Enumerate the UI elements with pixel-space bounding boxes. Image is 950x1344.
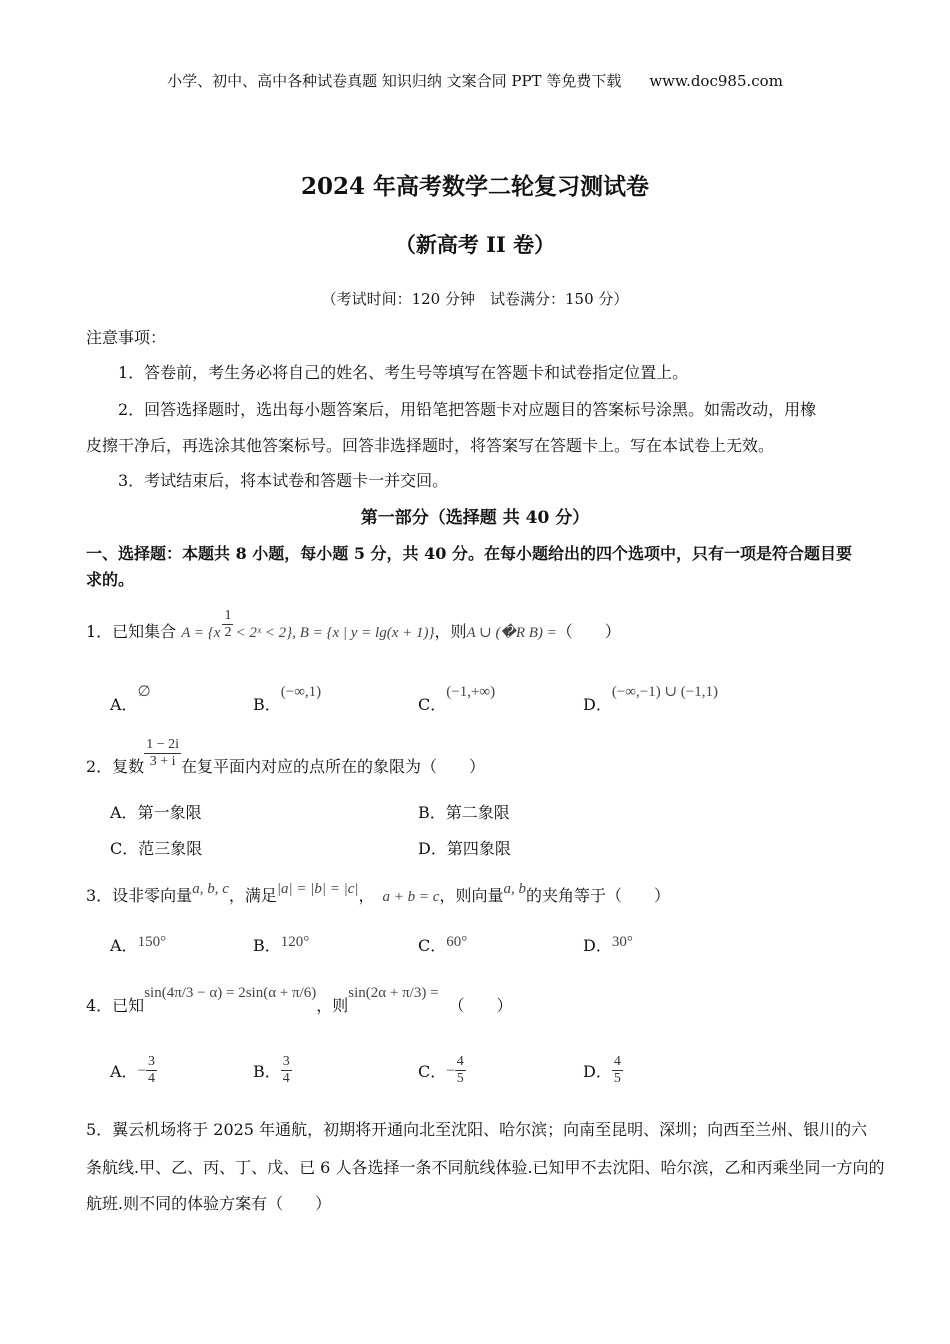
q2-option-d-value: 第四象限 — [446, 839, 511, 858]
q3-option-b-label: B． — [253, 936, 281, 955]
q1-option-c-value: (−1,+∞) — [446, 684, 496, 700]
q3-option-d-label: D． — [583, 936, 612, 955]
q4-option-b-num: 3 — [282, 1054, 290, 1069]
q3-option-a[interactable] — [110, 928, 167, 955]
q1-option-d-value: (−∞,−1) ∪ (−1,1) — [611, 684, 718, 700]
q2-option-c-label: C． — [110, 839, 139, 858]
q3-mid2: ，则向量 — [439, 886, 504, 905]
q1-expr: A ∪ (�R B) = — [466, 625, 557, 641]
q1-half-num: 1 — [224, 608, 232, 623]
q3-prefix: 3．设非零向量 — [86, 886, 193, 905]
q3-cond2: a + b = c — [382, 889, 440, 905]
q4-option-d[interactable] — [583, 1054, 623, 1087]
q4-option-a[interactable] — [110, 1054, 157, 1087]
q2-option-b[interactable] — [418, 800, 510, 823]
q3-option-b-value: 120° — [280, 934, 310, 950]
q2-option-a[interactable] — [110, 800, 202, 823]
q1-option-a-value: ∅ — [137, 684, 151, 700]
q4-option-c-den: 5 — [456, 1071, 464, 1086]
site-header — [0, 70, 950, 91]
q2-option-b-value: 第二象限 — [445, 803, 510, 822]
q1-option-b-value: (−∞,1) — [280, 684, 322, 700]
q1-option-d[interactable] — [583, 678, 718, 714]
q4-option-a-den: 4 — [148, 1071, 156, 1086]
q4-option-d-den: 5 — [613, 1071, 621, 1086]
q4-option-c-frac — [455, 1054, 466, 1087]
note-2-line1: 2．回答选择题时，选出每小题答案后，用铅笔把答题卡对应题目的答案标号涂黑。如需改动，用橡 — [118, 400, 817, 419]
q4-option-a-label: A． — [110, 1062, 138, 1081]
q2-suffix: 在复平面内对应的点所在的象限为（ ） — [180, 757, 485, 776]
question-1 — [86, 600, 621, 641]
q4-option-d-num: 4 — [613, 1054, 621, 1069]
q2-prefix: 2．复数 — [86, 757, 145, 776]
q2-option-b-label: B． — [418, 803, 446, 822]
q3-option-d[interactable] — [583, 928, 633, 955]
q2-option-a-label: A． — [110, 803, 138, 822]
header-promo: 小学、初中、高中各种试卷真题 知识归纳 文案合同 PPT 等免费下载 — [167, 72, 622, 90]
q4-option-c[interactable] — [418, 1054, 466, 1087]
exam-info: （考试时间：120 分钟 试卷满分：150 分） — [321, 290, 629, 308]
q2-option-c[interactable] — [110, 836, 202, 859]
notes-heading: 注意事项： — [86, 328, 167, 347]
q4-option-a-sign: − — [137, 1063, 147, 1079]
q1-paren: （ ） — [556, 622, 621, 641]
q3-option-d-value: 30° — [611, 934, 633, 950]
question-5-line3: 航班.则不同的体验方案有（ ） — [86, 1194, 332, 1213]
page-title: 2024 年高考数学二轮复习测试卷 — [300, 173, 650, 200]
q4-ask: sin(2α + π/3) = — [348, 985, 439, 1001]
q4-mid: ，则 — [316, 996, 349, 1015]
q4-option-c-label: C． — [418, 1062, 447, 1081]
q4-option-c-sign: − — [446, 1063, 455, 1079]
q4-option-b-frac — [281, 1054, 292, 1087]
question-2 — [86, 737, 485, 776]
q4-option-b-label: B． — [253, 1062, 281, 1081]
note-1: 1．答卷前，考生务必将自己的姓名、考生号等填写在答题卡和试卷指定位置上。 — [118, 363, 689, 382]
q4-option-c-num: 4 — [456, 1054, 464, 1069]
q2-option-a-value: 第一象限 — [137, 803, 202, 822]
q1-prefix: 1．已知集合 — [86, 622, 177, 641]
q3-option-c[interactable] — [418, 928, 468, 955]
q3-mid1: ，满足 — [228, 886, 277, 905]
q1-set-a-rhs: < 2ˣ < 2} — [235, 625, 293, 641]
q3-sep: ， — [358, 886, 375, 905]
q3-vars: a, b, c — [192, 881, 229, 897]
q1-option-a-label: A． — [110, 695, 138, 714]
q2-den: 3 + i — [149, 754, 176, 769]
q3-option-a-value: 150° — [137, 934, 167, 950]
q4-prefix: 4．已知 — [86, 996, 145, 1015]
page-subtitle: （新高考 II 卷） — [394, 232, 556, 257]
q3-option-c-label: C． — [418, 936, 447, 955]
question-3 — [86, 875, 670, 905]
question-4 — [86, 975, 513, 1015]
q4-option-b[interactable] — [253, 1054, 292, 1087]
q1-option-c[interactable] — [418, 678, 496, 714]
q4-option-d-frac — [612, 1054, 623, 1087]
q1-set-b: , B = {x | y = lg(x + 1)} — [292, 625, 435, 641]
q3-option-c-value: 60° — [446, 934, 468, 950]
q1-set-a-lhs: A = {x — [181, 625, 221, 641]
q2-option-d-label: D． — [418, 839, 447, 858]
q3-vars2: a, b — [503, 881, 526, 897]
q1-set-a-half — [222, 608, 233, 641]
q3-option-b[interactable] — [253, 928, 310, 955]
question-5-line1: 5．翼云机场将于 2025 年通航，初期将开通向北至沈阳、哈尔滨；向南至昆明、深圳；向西至兰州、银川的六 — [86, 1120, 868, 1139]
q1-half-den: 2 — [224, 625, 232, 640]
q2-option-d[interactable] — [418, 836, 511, 859]
q1-option-c-label: C． — [418, 695, 447, 714]
q3-suffix: 的夹角等于（ ） — [525, 886, 670, 905]
q4-option-a-frac — [146, 1054, 157, 1087]
section1-instr-line1: 一、选择题：本题共 8 小题，每小题 5 分，共 40 分。在每小题给出的四个选项中，只有一项是符合题目要 — [86, 544, 852, 563]
header-url[interactable]: www.doc985.com — [649, 72, 783, 90]
section1-title: 第一部分（选择题 共 40 分） — [360, 508, 590, 528]
q1-mid: ，则 — [434, 622, 467, 641]
q2-num: 1 − 2i — [146, 737, 179, 752]
note-3: 3．考试结束后，将本试卷和答题卡一并交回。 — [118, 471, 449, 490]
q1-option-b-label: B． — [253, 695, 281, 714]
note-2-line2: 皮擦干净后，再选涂其他答案标号。回答非选择题时，将答案写在答题卡上。写在本试卷上无效。 — [86, 436, 775, 455]
section1-instr-line2: 求的。 — [86, 570, 135, 589]
q4-paren: （ ） — [448, 996, 513, 1015]
question-5-line2: 条航线.甲、乙、丙、丁、戊、已 6 人各选择一条不同航线体验.已知甲不去沈阳、哈尔滨，乙和丙乘坐同一方向的 — [86, 1158, 885, 1177]
q3-cond1: |a| = |b| = |c| — [276, 881, 359, 897]
q4-option-a-num: 3 — [148, 1054, 156, 1069]
q4-option-b-den: 4 — [282, 1071, 290, 1086]
q1-option-d-label: D． — [583, 695, 612, 714]
q4-equation: sin(4π/3 − α) = 2sin(α + π/6) — [144, 985, 317, 1001]
q4-option-d-label: D． — [583, 1062, 612, 1081]
q2-fraction — [144, 737, 181, 770]
q2-option-c-value: 范三象限 — [138, 839, 203, 858]
q3-option-a-label: A． — [110, 936, 138, 955]
q1-option-b[interactable] — [253, 678, 322, 714]
q1-option-a[interactable] — [110, 678, 151, 714]
